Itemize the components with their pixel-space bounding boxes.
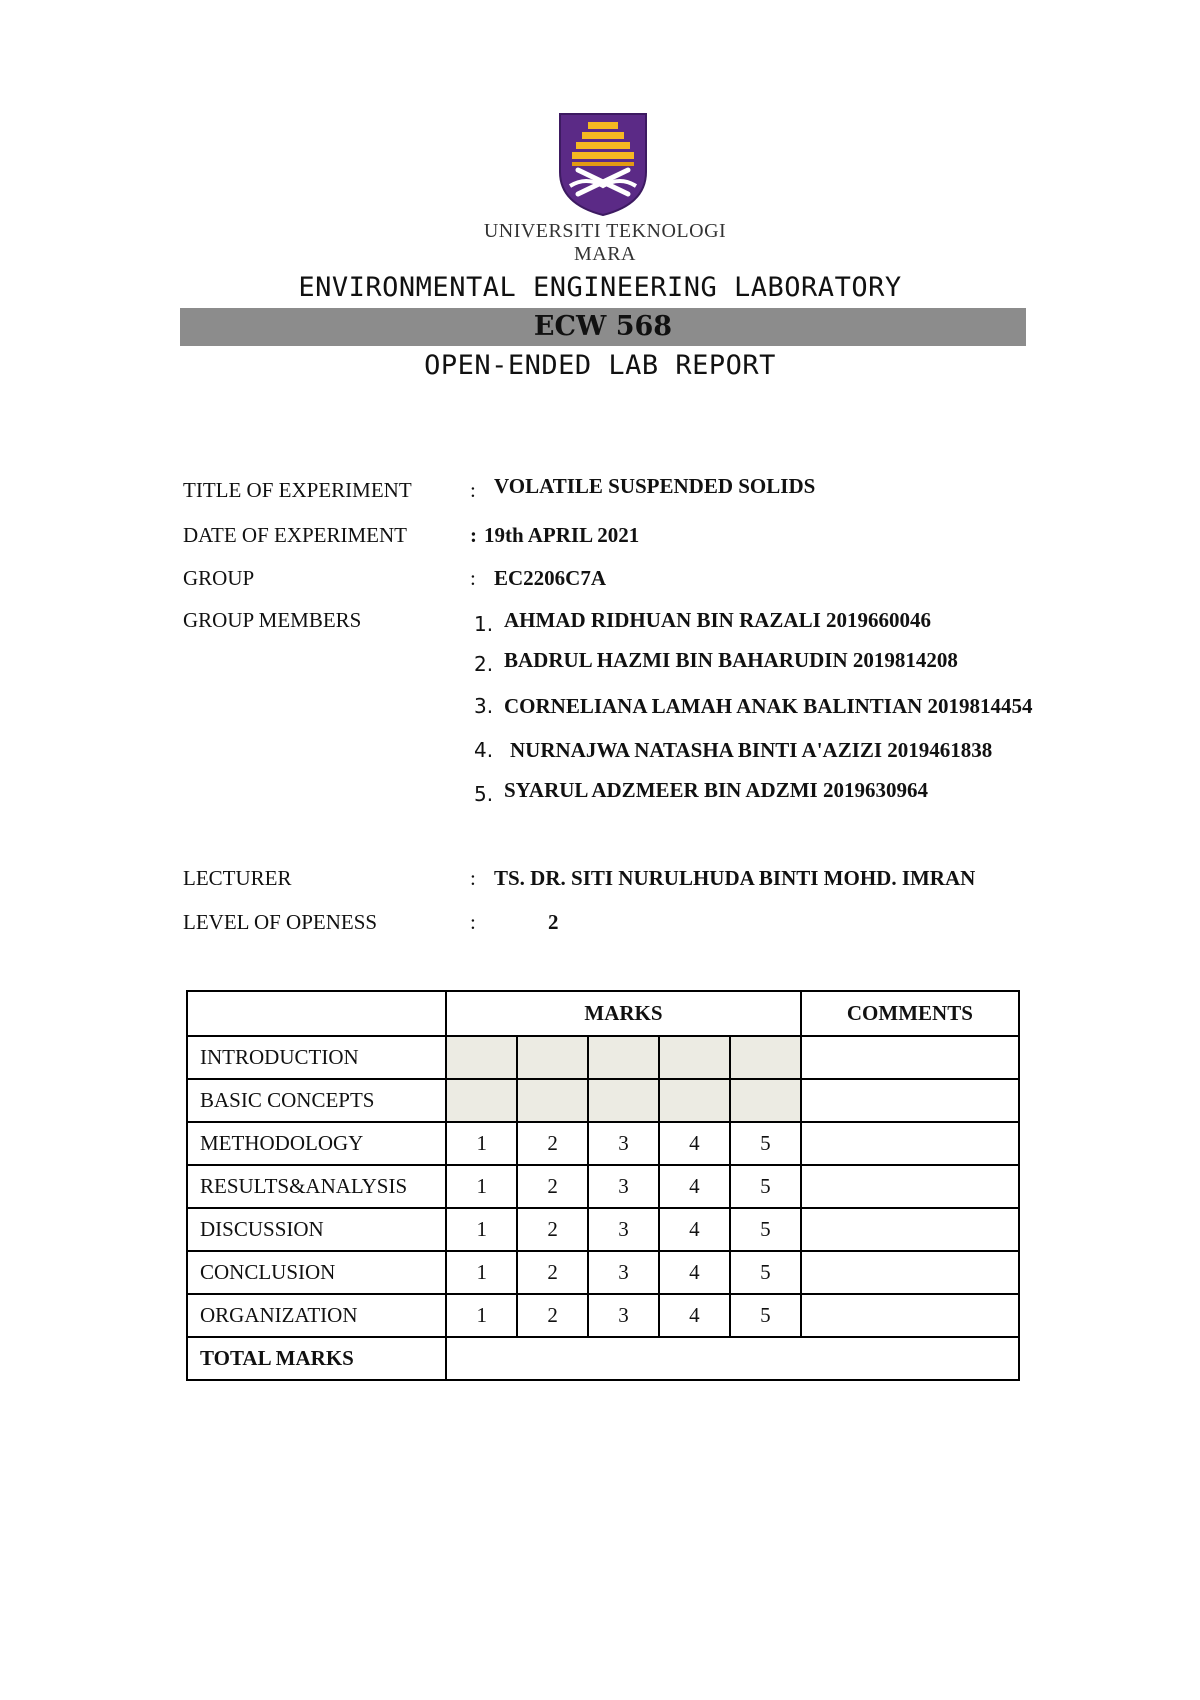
header-blank-cell — [187, 991, 446, 1036]
member-item — [0, 694, 1200, 724]
score-cell: 2 — [517, 1165, 588, 1208]
comment-cell — [801, 1208, 1019, 1251]
criterion-cell: DISCUSSION — [187, 1208, 446, 1251]
lab-title: ENVIRONMENTAL ENGINEERING LABORATORY — [298, 272, 902, 303]
table-row — [187, 1036, 1019, 1079]
criterion-cell: INTRODUCTION — [187, 1036, 446, 1079]
criterion-cell: CONCLUSION — [187, 1251, 446, 1294]
university-logo — [558, 112, 648, 217]
score-cell: 1 — [446, 1208, 517, 1251]
member-item — [0, 738, 1200, 768]
score-cell — [588, 1079, 659, 1122]
score-cell: 5 — [730, 1208, 801, 1251]
score-cell: 4 — [659, 1122, 730, 1165]
lecturer-value: TS. DR. SITI NURULHUDA BINTI MOHD. IMRAN — [494, 866, 976, 890]
university-name: UNIVERSITI TEKNOLOGI MARA — [483, 220, 727, 265]
comment-cell — [801, 1122, 1019, 1165]
table-header-row — [187, 991, 1019, 1036]
title-value: VOLATILE SUSPENDED SOLIDS — [494, 474, 816, 498]
comment-cell — [801, 1165, 1019, 1208]
member-number: 5. — [474, 782, 494, 806]
criterion-cell: RESULTS&ANALYSIS — [187, 1165, 446, 1208]
score-cell: 2 — [517, 1122, 588, 1165]
table-row — [187, 1165, 1019, 1208]
score-cell — [659, 1036, 730, 1079]
score-cell: 3 — [588, 1122, 659, 1165]
score-cell — [517, 1079, 588, 1122]
member-number: 3. — [474, 694, 494, 718]
score-cell: 2 — [517, 1251, 588, 1294]
score-cell: 2 — [517, 1294, 588, 1337]
title-row — [0, 474, 1200, 508]
score-cell: 5 — [730, 1122, 801, 1165]
score-cell: 2 — [517, 1208, 588, 1251]
openness-label: LEVEL OF OPENESS — [183, 910, 378, 934]
member-name: SYARUL ADZMEER BIN ADZMI 2019630964 — [504, 778, 928, 802]
members-label: GROUP MEMBERS — [183, 608, 362, 632]
score-cell: 3 — [588, 1251, 659, 1294]
score-cell: 3 — [588, 1294, 659, 1337]
score-cell: 3 — [588, 1208, 659, 1251]
table-row — [187, 1208, 1019, 1251]
member-item — [0, 648, 1200, 678]
score-cell: 3 — [588, 1165, 659, 1208]
score-cell: 1 — [446, 1165, 517, 1208]
score-cell: 5 — [730, 1294, 801, 1337]
openness-row — [0, 910, 1200, 940]
title-label: TITLE OF EXPERIMENT — [183, 478, 412, 502]
score-cell: 4 — [659, 1165, 730, 1208]
date-label: DATE OF EXPERIMENT — [183, 523, 407, 547]
table-row — [187, 1294, 1019, 1337]
separator: : — [470, 566, 476, 590]
marks-header: MARKS — [446, 991, 801, 1036]
marks-table — [186, 990, 1020, 1381]
member-name: BADRUL HAZMI BIN BAHARUDIN 2019814208 — [504, 648, 958, 672]
score-cell — [659, 1079, 730, 1122]
score-cell — [730, 1036, 801, 1079]
table-row — [187, 1079, 1019, 1122]
separator: : — [470, 866, 476, 890]
member-name: CORNELIANA LAMAH ANAK BALINTIAN 2019814454 — [504, 694, 1033, 718]
table-row — [187, 1251, 1019, 1294]
comment-cell — [801, 1036, 1019, 1079]
date-row — [0, 523, 1200, 553]
openness-value: 2 — [548, 910, 559, 934]
score-cell — [517, 1036, 588, 1079]
comment-cell — [801, 1079, 1019, 1122]
criterion-cell: BASIC CONCEPTS — [187, 1079, 446, 1122]
score-cell: 1 — [446, 1122, 517, 1165]
member-item — [0, 778, 1200, 808]
course-code: ECW 568 — [180, 308, 1026, 346]
score-cell: 4 — [659, 1208, 730, 1251]
member-number: 4. — [474, 738, 494, 762]
report-title: OPEN-ENDED LAB REPORT — [424, 350, 776, 381]
member-name: AHMAD RIDHUAN BIN RAZALI 2019660046 — [504, 608, 932, 632]
comment-cell — [801, 1251, 1019, 1294]
total-label: TOTAL MARKS — [187, 1337, 446, 1380]
comments-header: COMMENTS — [801, 991, 1019, 1036]
lecturer-row — [0, 866, 1200, 896]
group-label: GROUP — [183, 566, 255, 590]
separator: : — [470, 910, 476, 934]
score-cell: 5 — [730, 1165, 801, 1208]
comment-cell — [801, 1294, 1019, 1337]
score-cell — [446, 1036, 517, 1079]
member-number: 1. — [474, 612, 494, 636]
score-cell: 1 — [446, 1294, 517, 1337]
separator: : — [470, 523, 477, 547]
score-cell — [588, 1036, 659, 1079]
score-cell: 5 — [730, 1251, 801, 1294]
score-cell: 1 — [446, 1251, 517, 1294]
member-item — [0, 608, 1200, 638]
score-cell — [446, 1079, 517, 1122]
table-row — [187, 1122, 1019, 1165]
criterion-cell: METHODOLOGY — [187, 1122, 446, 1165]
separator: : — [470, 478, 476, 502]
lecturer-label: LECTURER — [183, 866, 292, 890]
total-row — [187, 1337, 1019, 1380]
total-value-cell — [446, 1337, 1019, 1380]
group-row — [0, 566, 1200, 596]
group-value: EC2206C7A — [494, 566, 607, 590]
score-cell: 4 — [659, 1294, 730, 1337]
score-cell — [730, 1079, 801, 1122]
score-cell: 4 — [659, 1251, 730, 1294]
date-value: 19th APRIL 2021 — [484, 523, 640, 547]
criterion-cell: ORGANIZATION — [187, 1294, 446, 1337]
member-number: 2. — [474, 652, 494, 676]
member-name: NURNAJWA NATASHA BINTI A'AZIZI 2019461838 — [510, 738, 993, 762]
